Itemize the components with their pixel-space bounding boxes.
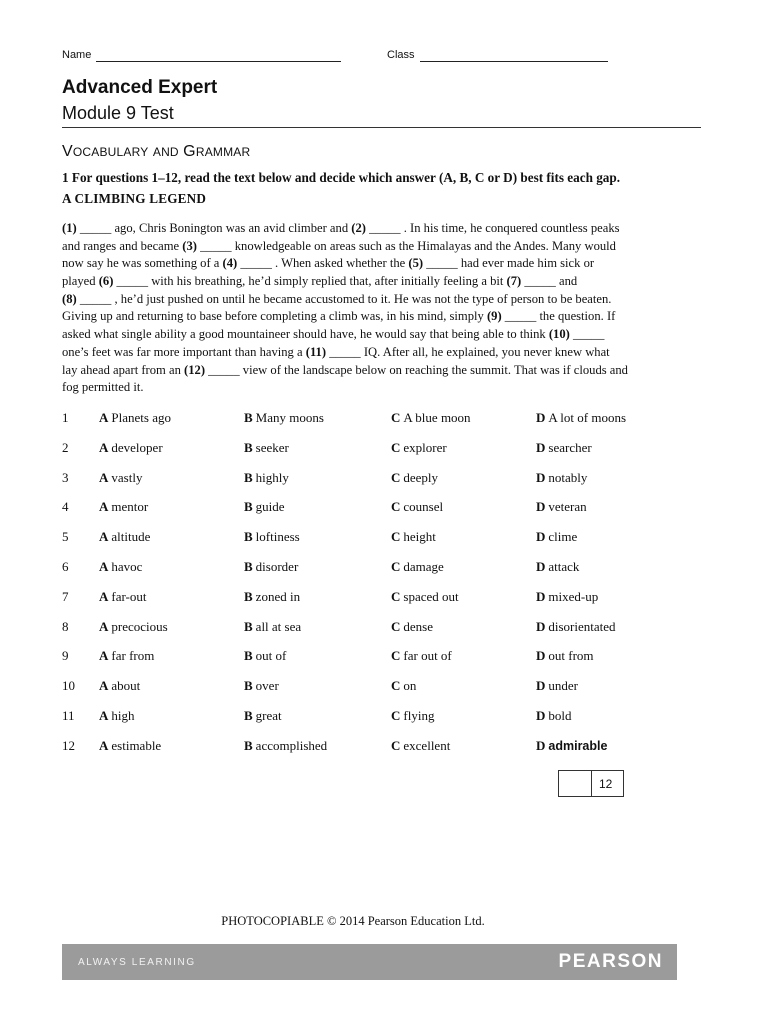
question-row	[62, 499, 682, 519]
option-a[interactable]	[99, 678, 140, 694]
question-number: 8	[62, 618, 69, 634]
question-number: 10	[62, 678, 75, 694]
gap-number: (7)	[506, 274, 522, 289]
option-letter: C	[391, 559, 401, 574]
option-letter: A	[99, 529, 109, 545]
question-row	[62, 589, 682, 609]
option-text: over	[255, 678, 279, 694]
option-c[interactable]	[391, 440, 447, 456]
option-letter: C	[391, 678, 401, 694]
option-text: under	[548, 678, 578, 694]
question-number: 9	[62, 648, 69, 664]
passage-line	[62, 379, 704, 397]
option-text: dense	[403, 618, 433, 634]
passage-text: _____ . When asked whether the	[237, 256, 409, 271]
question-number: 4	[62, 499, 69, 515]
option-text: mentor	[111, 499, 149, 515]
option-b[interactable]	[244, 559, 298, 575]
question-row	[62, 559, 682, 579]
option-text: about	[111, 678, 141, 694]
option-letter: B	[244, 469, 253, 485]
option-text: height	[403, 529, 436, 545]
option-text: deeply	[403, 469, 439, 485]
option-d[interactable]	[536, 410, 626, 426]
gap-number: (9)	[486, 309, 502, 324]
option-text: altitude	[111, 529, 151, 545]
option-letter: C	[391, 410, 401, 425]
name-line[interactable]	[96, 61, 341, 62]
footer-banner	[62, 944, 677, 980]
option-letter: D	[536, 559, 546, 574]
option-text: far-out	[111, 588, 147, 604]
section-heading-joiner: AND	[152, 145, 179, 159]
option-letter: A	[99, 499, 109, 515]
option-letter: C	[391, 469, 401, 485]
option-letter: D	[536, 588, 546, 604]
option-text: vastly	[111, 469, 143, 485]
score-total: 12	[599, 777, 613, 791]
option-letter: A	[99, 618, 109, 634]
option-text: seeker	[255, 439, 289, 455]
option-letter: B	[244, 678, 253, 694]
option-text: A blue moon	[403, 410, 471, 425]
option-letter: C	[391, 708, 401, 723]
option-text: admirable	[548, 738, 608, 753]
passage-text: and ranges and became	[62, 238, 183, 253]
class-line[interactable]	[420, 61, 608, 62]
option-b[interactable]	[244, 678, 279, 694]
option-text: damage	[403, 559, 444, 574]
question-row	[62, 440, 682, 460]
passage-text: _____ and	[521, 274, 578, 289]
option-c[interactable]	[391, 470, 438, 486]
gap-number: (2)	[351, 221, 366, 235]
option-a[interactable]	[99, 619, 168, 635]
option-text: far out of	[403, 648, 452, 664]
option-text: flying	[403, 708, 435, 723]
option-letter: A	[99, 439, 109, 455]
question-number: 12	[62, 737, 75, 753]
passage-text: asked what single ability a good mountaineer should have, he would say that being able to think	[62, 327, 549, 342]
option-letter: D	[536, 737, 546, 753]
passage-text: _____ . In his time, he conquered countless peaks	[365, 221, 620, 235]
passage-text: _____	[569, 327, 605, 342]
passage-text: one’s feet was far more important than having a	[62, 344, 306, 359]
option-c[interactable]	[391, 648, 452, 664]
question-row	[62, 708, 682, 728]
option-text: out of	[255, 648, 287, 664]
passage-text: fog permitted it.	[62, 380, 144, 395]
score-box-divider	[591, 771, 592, 796]
passage-text: _____ IQ. After all, he explained, you never knew what	[326, 344, 610, 359]
option-text: veteran	[548, 499, 587, 515]
section-heading-initial-1: V	[62, 143, 73, 160]
question-number: 11	[62, 708, 75, 723]
question-row	[62, 410, 682, 430]
option-text: spaced out	[403, 588, 459, 604]
option-text: great	[255, 708, 282, 723]
passage-line	[62, 362, 704, 380]
gap-number: (5)	[408, 256, 424, 271]
option-letter: B	[244, 648, 253, 664]
section-heading-rest-2: RAMMAR	[195, 145, 251, 159]
option-d[interactable]	[536, 678, 578, 694]
question-row	[62, 678, 682, 698]
gap-number: (4)	[222, 256, 238, 271]
option-b[interactable]	[244, 410, 324, 426]
option-text: clime	[548, 529, 578, 545]
option-b[interactable]	[244, 470, 289, 486]
option-text: on	[403, 678, 417, 694]
page-title: Advanced Expert	[62, 77, 218, 98]
question-number: 2	[62, 439, 69, 455]
passage-text: _____ the question. If	[501, 309, 616, 324]
option-letter: A	[99, 737, 109, 753]
option-text: accomplished	[255, 737, 328, 753]
option-c[interactable]	[391, 559, 444, 575]
question-row	[62, 470, 682, 490]
passage-text: _____ knowledgeable on areas such as the Himalayas and the Andes. Many would	[196, 238, 616, 253]
option-text: Planets ago	[111, 410, 171, 425]
gap-number: (12)	[184, 362, 206, 377]
passage-line	[62, 255, 704, 273]
option-text: disorder	[255, 559, 299, 574]
copyright-notice: PHOTOCOPIABLE © 2014 Pearson Education Ltd.	[221, 914, 485, 928]
option-text: loftiness	[255, 529, 300, 545]
question-row	[62, 648, 682, 668]
option-text: high	[111, 708, 135, 723]
passage-line	[62, 291, 704, 309]
option-letter: C	[391, 618, 401, 634]
option-a[interactable]	[99, 589, 147, 605]
option-b[interactable]	[244, 648, 286, 664]
section-heading-initial-2: G	[183, 143, 196, 160]
option-text: explorer	[403, 439, 447, 455]
option-text: estimable	[111, 737, 162, 753]
option-letter: D	[536, 529, 546, 545]
option-letter: C	[391, 737, 401, 753]
title-divider	[62, 127, 701, 128]
option-letter: D	[536, 439, 546, 455]
gap-number: (6)	[98, 274, 114, 289]
option-letter: B	[244, 410, 253, 425]
option-text: counsel	[403, 499, 444, 515]
option-c[interactable]	[391, 529, 436, 545]
option-letter: C	[391, 648, 401, 664]
option-letter: C	[391, 499, 401, 515]
passage-text: played	[62, 274, 99, 289]
option-a[interactable]	[99, 470, 142, 486]
option-text: notably	[548, 469, 588, 485]
option-text: searcher	[548, 439, 592, 455]
option-text: guide	[255, 499, 285, 515]
gap-number: (11)	[305, 344, 327, 359]
question-number: 3	[62, 469, 69, 485]
option-letter: B	[244, 499, 253, 515]
option-b[interactable]	[244, 708, 282, 724]
gap-number: (3)	[182, 238, 197, 253]
option-text: out from	[548, 648, 594, 664]
option-letter: C	[391, 588, 401, 604]
option-b[interactable]	[244, 589, 300, 605]
passage-text: _____ ago, Chris Bonington was an avid climber and	[76, 221, 352, 235]
option-c[interactable]	[391, 738, 450, 754]
option-text: attack	[548, 559, 580, 574]
option-b[interactable]	[244, 529, 300, 545]
option-letter: B	[244, 559, 253, 574]
option-c[interactable]	[391, 410, 471, 426]
option-letter: B	[244, 618, 253, 634]
option-text: Many moons	[255, 410, 324, 425]
section-heading-rest-1: OCABULARY	[72, 145, 149, 159]
gap-number: (8)	[62, 291, 77, 306]
question-number: 5	[62, 529, 69, 545]
option-a[interactable]	[99, 410, 171, 426]
passage-text: lay ahead apart from an	[62, 362, 185, 377]
question-number: 6	[62, 559, 69, 574]
option-text: precocious	[111, 618, 168, 634]
option-c[interactable]	[391, 589, 459, 605]
option-text: havoc	[111, 559, 143, 574]
option-b[interactable]	[244, 499, 285, 515]
option-text: disorientated	[548, 618, 616, 634]
passage-line	[62, 326, 704, 344]
option-letter: A	[99, 648, 109, 664]
option-letter: A	[99, 708, 109, 723]
passage-line	[62, 220, 704, 238]
option-b[interactable]	[244, 738, 327, 754]
option-c[interactable]	[391, 708, 434, 724]
option-letter: D	[536, 618, 546, 634]
option-d[interactable]	[536, 499, 587, 515]
option-d[interactable]	[536, 589, 598, 605]
passage-line	[62, 238, 704, 256]
gap-number: (1)	[62, 221, 77, 235]
option-letter: C	[391, 439, 401, 455]
instruction: 1 For questions 1–12, read the text below and decide which answer (A, B, C or D) best fits each gap.	[62, 170, 621, 185]
option-a[interactable]	[99, 529, 150, 545]
option-a[interactable]	[99, 499, 148, 515]
passage-text: Giving up and returning to base before completing a climb was, in his mind, simply	[62, 309, 487, 324]
question-number: 7	[62, 588, 69, 604]
option-text: excellent	[403, 737, 451, 753]
option-text: all at sea	[255, 618, 302, 634]
passage-text: _____ with his breathing, he’d simply replied that, after initially feeling a bit	[113, 274, 507, 289]
question-row	[62, 529, 682, 549]
option-a[interactable]	[99, 648, 154, 664]
option-d[interactable]	[536, 619, 616, 635]
option-text: A lot of moons	[548, 410, 627, 425]
option-letter: D	[536, 410, 546, 425]
section-heading	[62, 143, 250, 161]
option-text: highly	[255, 469, 289, 485]
option-letter: D	[536, 469, 546, 485]
option-letter: C	[391, 529, 401, 545]
option-c[interactable]	[391, 619, 433, 635]
passage-text: _____ view of the landscape below on reaching the summit. That was if clouds and	[205, 362, 628, 377]
option-text: developer	[111, 439, 163, 455]
option-d[interactable]	[536, 648, 594, 664]
option-letter: A	[99, 588, 109, 604]
option-c[interactable]	[391, 678, 416, 694]
question-row	[62, 619, 682, 639]
name-label: Name	[62, 49, 92, 61]
passage-title: A CLIMBING LEGEND	[62, 191, 207, 206]
option-a[interactable]	[99, 708, 135, 724]
option-d[interactable]	[536, 738, 607, 754]
option-text: mixed-up	[548, 588, 599, 604]
gap-number: (10)	[548, 327, 570, 342]
option-letter: A	[99, 559, 109, 574]
option-d[interactable]	[536, 559, 579, 575]
option-letter: D	[536, 708, 546, 723]
passage-line	[62, 273, 704, 291]
option-letter: B	[244, 737, 253, 753]
passage-line	[62, 308, 704, 326]
passage-text: now say he was something of a	[62, 256, 223, 271]
option-d[interactable]	[536, 529, 577, 545]
option-letter: A	[99, 469, 109, 485]
option-letter: D	[536, 648, 546, 664]
footer-tagline: ALWAYS LEARNING	[78, 957, 196, 968]
option-text: bold	[548, 708, 572, 723]
passage-line	[62, 344, 704, 362]
option-d[interactable]	[536, 470, 587, 486]
option-b[interactable]	[244, 440, 289, 456]
passage-text: _____ had ever made him sick or	[423, 256, 595, 271]
option-letter: D	[536, 678, 546, 694]
option-letter: A	[99, 678, 109, 694]
option-a[interactable]	[99, 440, 163, 456]
option-a[interactable]	[99, 738, 161, 754]
option-letter: B	[244, 529, 253, 545]
option-d[interactable]	[536, 708, 572, 724]
option-text: zoned in	[255, 588, 301, 604]
option-letter: B	[244, 708, 253, 723]
publisher-logo: PEARSON	[558, 951, 663, 972]
option-letter: A	[99, 410, 109, 425]
passage-text: _____ , he’d just pushed on until he became accustomed to it. He was not the type of person to be beaten.	[76, 291, 612, 306]
option-a[interactable]	[99, 559, 142, 575]
option-letter: B	[244, 588, 253, 604]
option-c[interactable]	[391, 499, 443, 515]
question-row	[62, 738, 682, 758]
option-text: far from	[111, 648, 155, 664]
score-box[interactable]	[558, 770, 624, 797]
class-label: Class	[387, 49, 415, 61]
option-letter: D	[536, 499, 546, 515]
option-d[interactable]	[536, 440, 592, 456]
option-letter: B	[244, 439, 253, 455]
option-b[interactable]	[244, 619, 301, 635]
passage	[62, 220, 704, 397]
question-number: 1	[62, 410, 69, 425]
page-subtitle: Module 9 Test	[62, 103, 174, 123]
